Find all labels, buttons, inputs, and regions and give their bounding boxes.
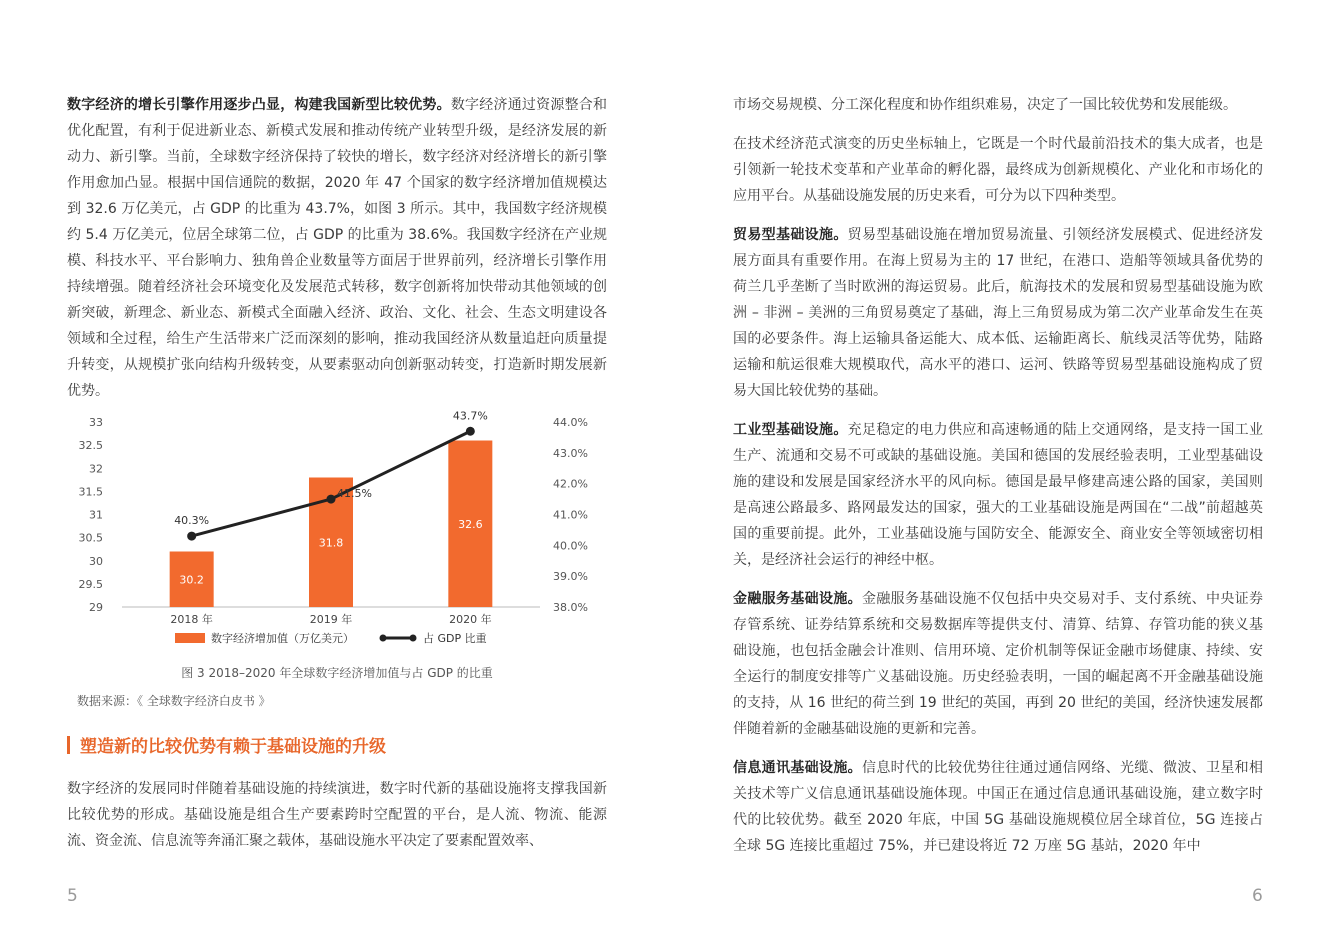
right-axis-tick: 39.0% <box>553 570 588 584</box>
paragraph-body: 贸易型基础设施在增加贸易流量、引领经济发展模式、促进经济发展方面具有重要作用。在海上贸易为主的 17 世纪，在港口、造船等领域具备优势的荷兰几乎垄断了当时欧洲的海运贸易。此后，航海技术的发展和贸易型基础设施为欧洲 – 非洲 – 美洲的三角贸易奠定了基础，海上三角贸易成为第二次产业革命发生在英国的必要条件。海上运输具备运能大、成本低、运输距离长、航线灵活等优势，陆路运输和航运很难大规模取代，高水平的港口、运河、铁路等贸易型基础设施构成了贸易大国比较优势的基础。 <box>733 227 1264 399</box>
legend-line-marker <box>410 635 417 642</box>
right-axis-tick: 43.0% <box>553 446 588 460</box>
figure-caption: 图 3 2018–2020 年全球数字经济增加值与占 GDP 的比重 <box>181 666 493 680</box>
left-axis-tick: 31 <box>89 508 103 522</box>
paragraph-lead: 数字经济的增长引擎作用逐步凸显，构建我国新型比较优势。 <box>67 97 451 113</box>
left-axis-tick: 29.5 <box>78 577 103 591</box>
left-axis-tick: 33 <box>89 416 103 429</box>
line-value-label: 40.3% <box>174 514 210 528</box>
section-heading-text: 塑造新的比较优势有赖于基础设施的升级 <box>80 737 386 757</box>
left-axis-tick: 30.5 <box>78 531 103 545</box>
legend-bar-swatch <box>175 633 205 643</box>
right-axis-tick: 41.0% <box>553 508 588 522</box>
section-heading <box>67 732 386 757</box>
left-axis-tick: 32 <box>89 462 103 476</box>
bar-value-label: 32.6 <box>458 517 483 531</box>
line-value-label: 41.5% <box>337 487 372 501</box>
right-axis-tick: 40.0% <box>553 539 588 553</box>
category-label: 2019 年 <box>309 613 353 626</box>
line-point <box>466 427 475 436</box>
paragraph-digital-economy <box>67 92 607 404</box>
paragraph-body: 信息时代的比较优势往往通过通信网络、光缆、微波、卫星和相关技术等广义信息通讯基础设施体现。中国正在通过信息通讯基础设施，建立数字时代的比较优势。截至 2020 年底，中国 5G 基础设施规模位居全球首位，5G 连接占全球 5G 连接比重超过 75%，并已建设将近 72 万座 5G 基站，2020 年中 <box>733 760 1263 854</box>
combo-chart <box>67 408 607 648</box>
paragraph-lead: 信息通讯基础设施。 <box>733 760 862 776</box>
paragraph-continuation: 市场交易规模、分工深化程度和协作组织难易，决定了一国比较优势和发展能级。 <box>733 97 1237 113</box>
line-value-label: 43.7% <box>452 409 488 423</box>
section-accent-bar <box>67 736 70 754</box>
left-axis-tick: 29 <box>89 601 103 614</box>
paragraph-history: 在技术经济范式演变的历史坐标轴上，它既是一个时代最前沿技术的集大成者，也是引领新一轮技术变革和产业革命的孵化器，最终成为创新规模化、产业化和市场化的应用平台。从基础设施发展的历史来看，可分为以下四种类型。 <box>733 136 1263 204</box>
bar-value-label: 30.2 <box>179 573 204 587</box>
paragraph-finance-infra <box>733 586 1263 742</box>
data-source: 数据来源：《 全球数字经济白皮书 》 <box>77 694 271 708</box>
page-number-left: 5 <box>67 886 78 906</box>
legend-line-label: 占 GDP 比重 <box>423 632 487 645</box>
legend-line-marker <box>380 635 387 642</box>
right-axis-tick: 42.0% <box>553 477 588 491</box>
right-axis-tick: 38.0% <box>553 601 588 614</box>
paragraph-industrial-infra <box>733 417 1263 573</box>
right-axis-tick: 44.0% <box>553 416 588 429</box>
left-axis-tick: 31.5 <box>78 485 103 499</box>
category-label: 2018 年 <box>170 613 213 626</box>
paragraph-trade-infra <box>733 222 1263 404</box>
paragraph-ict-infra <box>733 755 1263 859</box>
paragraph-body: 数字经济通过资源整合和优化配置，有利于促进新业态、新模式发展和推动传统产业转型升级，是经济发展的新动力、新引擎。当前，全球数字经济保持了较快的增长，数字经济对经济增长的新引擎作用愈加凸显。根据中国信通院的数据，2020 年 47 个国家的数字经济增加值规模达到 32.6 万亿美元，占 GDP 的比重为 43.7%，如图 3 所示。其中，我国数字经济规模约 5.4 万亿美元，位居全球第二位，占 GDP 的比重为 38.6%。我国数字经济在产业规模、科技水平、平台影响力、独角兽企业数量等方面居于世界前列，经济增长引擎作用持续增强。随着经济社会环境变化及发展范式转移，数字创新将加快带动其他领域的创新突破，新理念、新业态、新模式全面融入经济、政治、文化、社会、生态文明建设各领域和全过程，给生产生活带来广泛而深刻的影响，推动我国经济从数量追赶向质量提升转变，从规模扩张向结构升级转变，从要素驱动向创新驱动转变，打造新时期发展新优势。 <box>67 97 608 399</box>
paragraph-lead: 金融服务基础设施。 <box>733 591 862 607</box>
left-column <box>67 92 607 404</box>
left-axis-tick: 30 <box>89 554 103 568</box>
paragraph-infrastructure: 数字经济的发展同时伴随着基础设施的持续演进，数字时代新的基础设施将支撑我国新比较优势的形成。基础设施是组合生产要素跨时空配置的平台，是人流、物流、能源流、资金流、信息流等奔涌汇聚之载体，基础设施水平决定了要素配置效率、 <box>67 781 607 849</box>
paragraph-body: 金融服务基础设施不仅包括中央交易对手、支付系统、中央证券存管系统、证券结算系统和交易数据库等提供支付、清算、结算、存管功能的狭义基础设施，也包括金融会计准则、信用环境、定价机制等保证金融市场健康、持续、安全运行的制度安排等广义基础设施。历史经验表明，一国的崛起离不开金融基础设施的支持，从 16 世纪的荷兰到 19 世纪的英国，再到 20 世纪的美国，经济快速发展都伴随着新的金融基础设施的更新和完善。 <box>733 591 1263 737</box>
bar-value-label: 31.8 <box>318 536 344 550</box>
paragraph-lead: 贸易型基础设施。 <box>733 227 848 243</box>
page-number-right: 6 <box>1252 886 1263 906</box>
legend-bar-label: 数字经济增加值（万亿美元） <box>211 632 354 645</box>
paragraph-lead: 工业型基础设施。 <box>733 422 848 438</box>
line-point <box>327 495 336 504</box>
line-point <box>187 532 196 541</box>
chart-svg <box>67 408 607 648</box>
paragraph-body: 充足稳定的电力供应和高速畅通的陆上交通网络，是支持一国工业生产、流通和交易不可或缺的基础设施。美国和德国的发展经验表明，工业型基础设施的建设和发展是国家经济水平的风向标。德国是最早修建高速公路的国家，美国则是高速公路最多、路网最发达的国家，强大的工业基础设施是两国在“二战”前超越英国的重要前提。此外，工业基础设施与国防安全、能源安全、商业安全等领域密切相关，是经济社会运行的神经中枢。 <box>733 422 1264 568</box>
right-column <box>733 92 1263 859</box>
left-axis-tick: 32.5 <box>78 439 103 453</box>
category-label: 2020 年 <box>449 613 492 626</box>
left-column-bottom <box>67 776 607 854</box>
